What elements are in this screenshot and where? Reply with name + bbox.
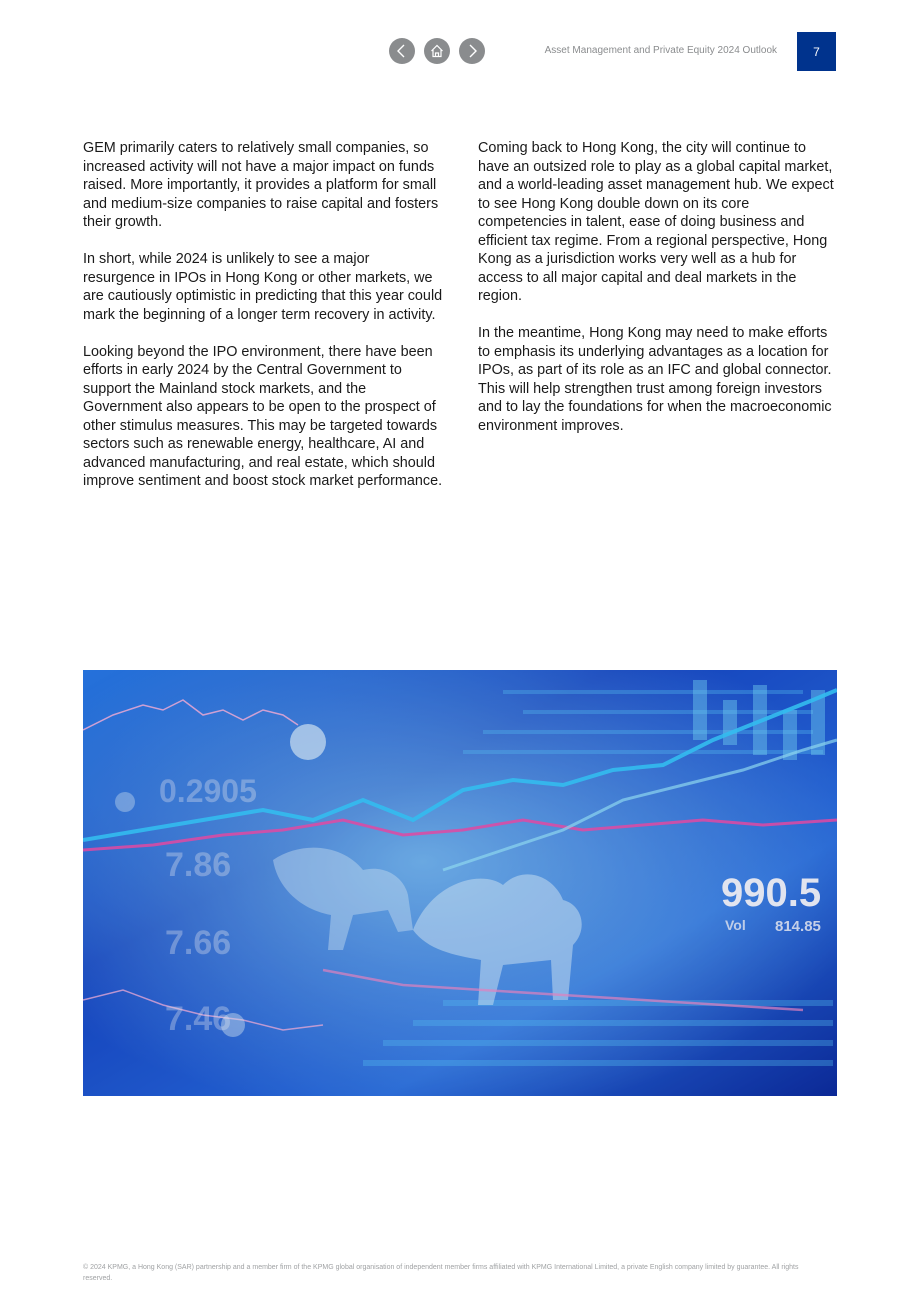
page-navigation <box>389 38 485 64</box>
ticker-value-small: 814.85 <box>775 918 821 935</box>
ticker-value: 7.86 <box>165 846 232 884</box>
ticker-value: 0.2905 <box>159 773 257 809</box>
ticker-vol-label: Vol <box>725 917 746 933</box>
home-icon <box>429 43 445 59</box>
chevron-left-icon <box>394 43 410 59</box>
previous-page-button[interactable] <box>389 38 415 64</box>
paragraph: Looking beyond the IPO environment, there have been efforts in early 2024 by the Central Government to support the Mainland stock markets, and the Government also appears to be open to the prospect of other stimulus measures. This may be targeted towards sectors such as renewable energy, healthcare, AI and advanced manufacturing, and real estate, which should improve sentiment and boost stock market performance. <box>83 343 443 489</box>
ticker-value: 7.46 <box>165 1000 232 1038</box>
ticker-value: 7.66 <box>165 924 232 962</box>
stock-market-hero-image <box>83 670 837 1096</box>
home-button[interactable] <box>424 38 450 64</box>
paragraph: Coming back to Hong Kong, the city will continue to have an outsized role to play as a global capital market, and a world-leading asset management hub. We expect to see Hong Kong double down on its core competencies in talent, ease of doing business and efficient tax regime. From a regional perspective, Hong Kong as a jurisdiction works very well as a hub for access to all major capital and deal markets in the region. <box>478 140 834 304</box>
next-page-button[interactable] <box>459 38 485 64</box>
paragraph: In short, while 2024 is unlikely to see a major resurgence in IPOs in Hong Kong or other markets, we are cautiously optimistic in predicting that this year could mark the beginning of a longer term recovery in activity. <box>83 251 443 323</box>
ticker-value-large: 990.5 <box>721 871 822 915</box>
right-text-column <box>478 139 838 454</box>
paragraph: GEM primarily caters to relatively small companies, so increased activity will not have a major impact on funds raised. More importantly, it provides a platform for small and medium-size companies to raise capital and fosters their growth. <box>83 140 439 230</box>
chevron-right-icon <box>464 43 480 59</box>
copyright-footer: © 2024 KPMG, a Hong Kong (SAR) partnership and a member firm of the KPMG global organisation of independent member firms affiliated with KPMG International Limited, a private English company limited by guarantee. All rights reserved. <box>83 1264 799 1282</box>
left-text-column <box>83 139 445 509</box>
paragraph: In the meantime, Hong Kong may need to make efforts to emphasis its underlying advantages as a location for IPOs, as part of its role as an IFC and global connector. This will help strengthen trust among foreign investors and to lay the foundations for when the macroeconomic environment improves. <box>478 325 832 434</box>
document-title: Asset Management and Private Equity 2024 Outlook <box>544 45 777 56</box>
page-number-badge: 7 <box>797 32 836 71</box>
